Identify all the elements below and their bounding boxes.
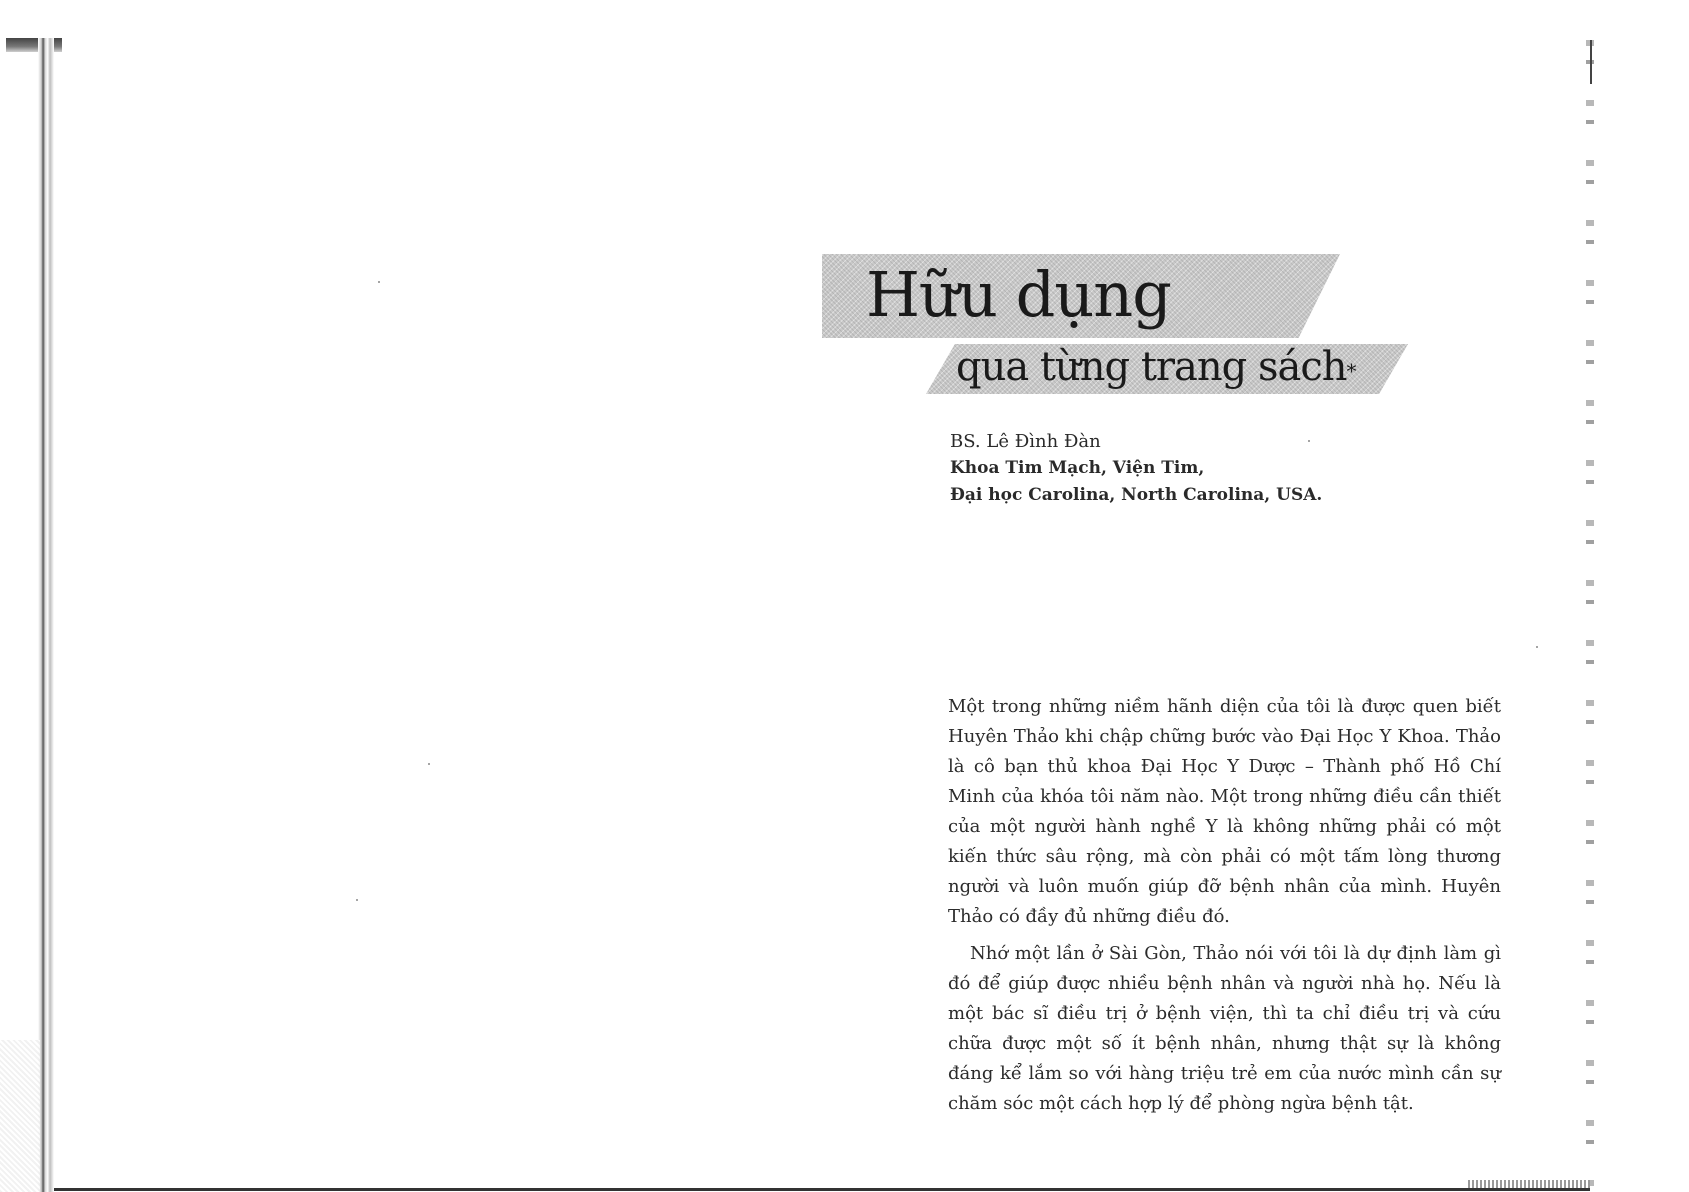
footnote-mark: * [1346,359,1356,383]
author-block [950,428,1450,509]
author-name: BS. Lê Đình Đàn [950,431,1101,452]
subtitle-text: qua từng trang sách [956,344,1347,390]
body-paragraph: Nhớ một lần ở Sài Gòn, Thảo nói với tôi là dự định làm gì đó để giúp được nhiều bệnh nhân và người nhà họ. Nếu là một bác sĩ điều trị ở bệnh viện, thì ta chỉ điều trị và cứu chữa được một số ít bệnh nhân, nhưng thật sự là không đáng kể lắm so với hàng triệu trẻ em của nước mình cần sự chăm sóc một cách hợp lý để phòng ngừa bệnh tật. [948,943,1501,1114]
scan-speck [1536,646,1538,648]
scan-speck [1308,440,1310,442]
scan-speck [356,899,358,901]
book-spine-right [1586,40,1594,1192]
body-paragraph: Một trong những niềm hãnh diện của tôi là được quen biết Huyên Thảo khi chập chững bước vào Đại Học Y Khoa. Thảo là cô bạn thủ khoa Đại Học Y Dược – Thành phố Hồ Chí Minh của khóa tôi năm nào. Một trong những điều cần thiết của một người hành nghề Y là không những phải có một kiến thức sâu rộng, mà còn phải có một tấm lòng thương người và luôn muốn giúp đỡ bệnh nhân của mình. Huyên Thảo có đầy đủ những điều đó. [948,696,1501,927]
book-spine-left [38,38,54,1192]
article-body [948,692,1501,1126]
page-title: Hữu dụng [866,258,1171,331]
scan-artifact [0,1040,40,1192]
page-subtitle [956,340,1356,394]
scan-speck [378,281,380,283]
scan-speck [428,763,430,765]
spine-mark [1590,40,1592,84]
author-university: Đại học Carolina, North Carolina, USA. [950,485,1323,505]
scan-artifact [1468,1180,1590,1188]
page-bottom-edge [54,1188,1590,1191]
author-department: Khoa Tim Mạch, Viện Tim, [950,458,1205,478]
